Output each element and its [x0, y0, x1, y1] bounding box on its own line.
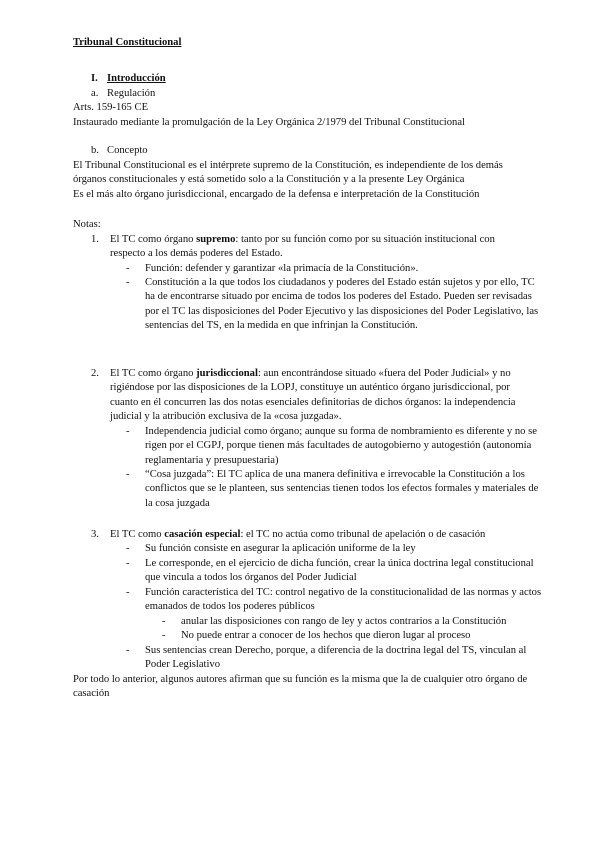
note-2-text: El TC como órgano jurisdiccional: aun encontrándose situado «fuera del Poder Judicial» y no rigiéndose por las disposiciones de la LOPJ, constituye un auténtico órgano jurisdiccional, por cuanto en él concurren las dos notas esenciales definitorias de dichos órganos: la independencia judicial y la atribución exclusiva de la «cosa juzgada».: [110, 368, 516, 423]
section-heading-introduccion: I. Introducción: [91, 73, 166, 84]
note-item-2: 2. El TC como órgano jurisdiccional: aun encontrándose situado «fuera del Poder Judicial» y no rigiéndose por las disposiciones de la LOPJ, constituye un auténtico órgano jurisdiccional, por cuanto en él concurren las dos notas esenciales definitorias de dichos órganos: la independencia judicial y la atribución exclusiva de la «cosa juzgada».: [91, 367, 531, 425]
note-3-bullet-1: - Su función consiste en asegurar la aplicación uniforme de la ley: [126, 542, 546, 556]
dash-bullet-icon: -: [162, 630, 166, 641]
concepto-paragraph-1: El Tribunal Constitucional es el intérprete supremo de la Constitución, es independiente de los demás órganos constitucionales y está sometido solo a la Constitución y a la presente Ley Orgánica: [73, 160, 503, 186]
note-2-bullet-2: - “Cosa juzgada”: El TC aplica de una manera definitiva e irrevocable la Constitución a los conflictos que se le planteen, sus sentencias tienen todos los efectos formales y materiales de la cosa juzgada: [126, 469, 539, 509]
dash-bullet-icon: -: [126, 543, 130, 554]
note-2-bullet-1: - Independencia judicial como órgano; aunque su forma de nombramiento es diferente y no se rigen por el CGPJ, porque tienen más facultades de autogobierno y autogestión (autonomía reglamentaria y presupuestaria): [126, 426, 537, 466]
note-3-subbullet-2: - No puede entrar a conocer de los hechos que dieron lugar al proceso: [162, 629, 542, 643]
note-1-text: El TC como órgano supremo: tanto por su función como por su situación institucional con respecto a los demás poderes del Estado.: [110, 234, 495, 260]
note-1-bullet-2: - Constitución a la que todos los ciudadanos y poderes del Estado están sujetos y por ello, TC ha de encontrarse situado por encima de todos los poderes del Estado. Pueden ser revisadas por el TC las disposiciones del Poder Ejecutivo y las disposiciones del Poder Legislativo, las sentencias del TS, en la medida en que infrinjan la Constitución.: [126, 277, 539, 332]
conclusion-paragraph: Por todo lo anterior, algunos autores afirman que su función es la misma que la de cualquier otro órgano de casación: [73, 674, 528, 700]
notes-label: Notas:: [73, 219, 101, 230]
note-item-1: 1. El TC como órgano supremo: tanto por su función como por su situación institucional con respecto a los demás poderes del Estado.: [91, 233, 531, 262]
regulacion-line-2: Instaurado mediante la promulgación de la Ley Orgánica 2/1979 del Tribunal Constitucional: [73, 117, 465, 128]
dash-bullet-icon: -: [126, 558, 130, 569]
note-3-text: El TC como casación especial: el TC no actúa como tribunal de apelación o de casación: [110, 529, 486, 540]
regulacion-line-1: Arts. 159-165 CE: [73, 102, 149, 113]
note-3-bullet-3: - Función característica del TC: control negativo de la constitucionalidad de las normas y actos emanados de todos los poderes públicos: [126, 587, 542, 613]
dash-bullet-icon: -: [126, 587, 130, 598]
dash-bullet-icon: -: [162, 616, 166, 627]
dash-bullet-icon: -: [126, 426, 130, 437]
subheading-concepto: b. Concepto: [91, 145, 148, 156]
concepto-paragraph-2: Es el más alto órgano jurisdiccional, encargado de la defensa e interpretación de la Constitución: [73, 189, 480, 200]
note-item-3: 3. El TC como casación especial: el TC no actúa como tribunal de apelación o de casación: [91, 528, 531, 542]
dash-bullet-icon: -: [126, 277, 130, 288]
document-title: Tribunal Constitucional: [73, 37, 182, 48]
dash-bullet-icon: -: [126, 469, 130, 480]
dash-bullet-icon: -: [126, 645, 130, 656]
note-1-bullet-1: - Función: defender y garantizar «la primacía de la Constitución».: [126, 262, 546, 276]
note-3-bullet-2: - Le corresponde, en el ejercicio de dicha función, crear la única doctrina legal constitucional que vincula a todos los órganos del Poder Judicial: [126, 558, 534, 584]
note-2-keyword: jurisdiccional: [196, 368, 258, 379]
note-1-keyword: supremo: [196, 234, 236, 245]
note-3-keyword: casación especial: [164, 529, 241, 540]
note-3-bullet-4: - Sus sentencias crean Derecho, porque, a diferencia de la doctrina legal del TS, vinculan al Poder Legislativo: [126, 645, 527, 671]
subheading-regulacion: a. Regulación: [91, 88, 156, 99]
note-3-subbullet-1: - anular las disposiciones con rango de ley y actos contrarios a la Constitución: [162, 615, 542, 629]
dash-bullet-icon: -: [126, 263, 130, 274]
